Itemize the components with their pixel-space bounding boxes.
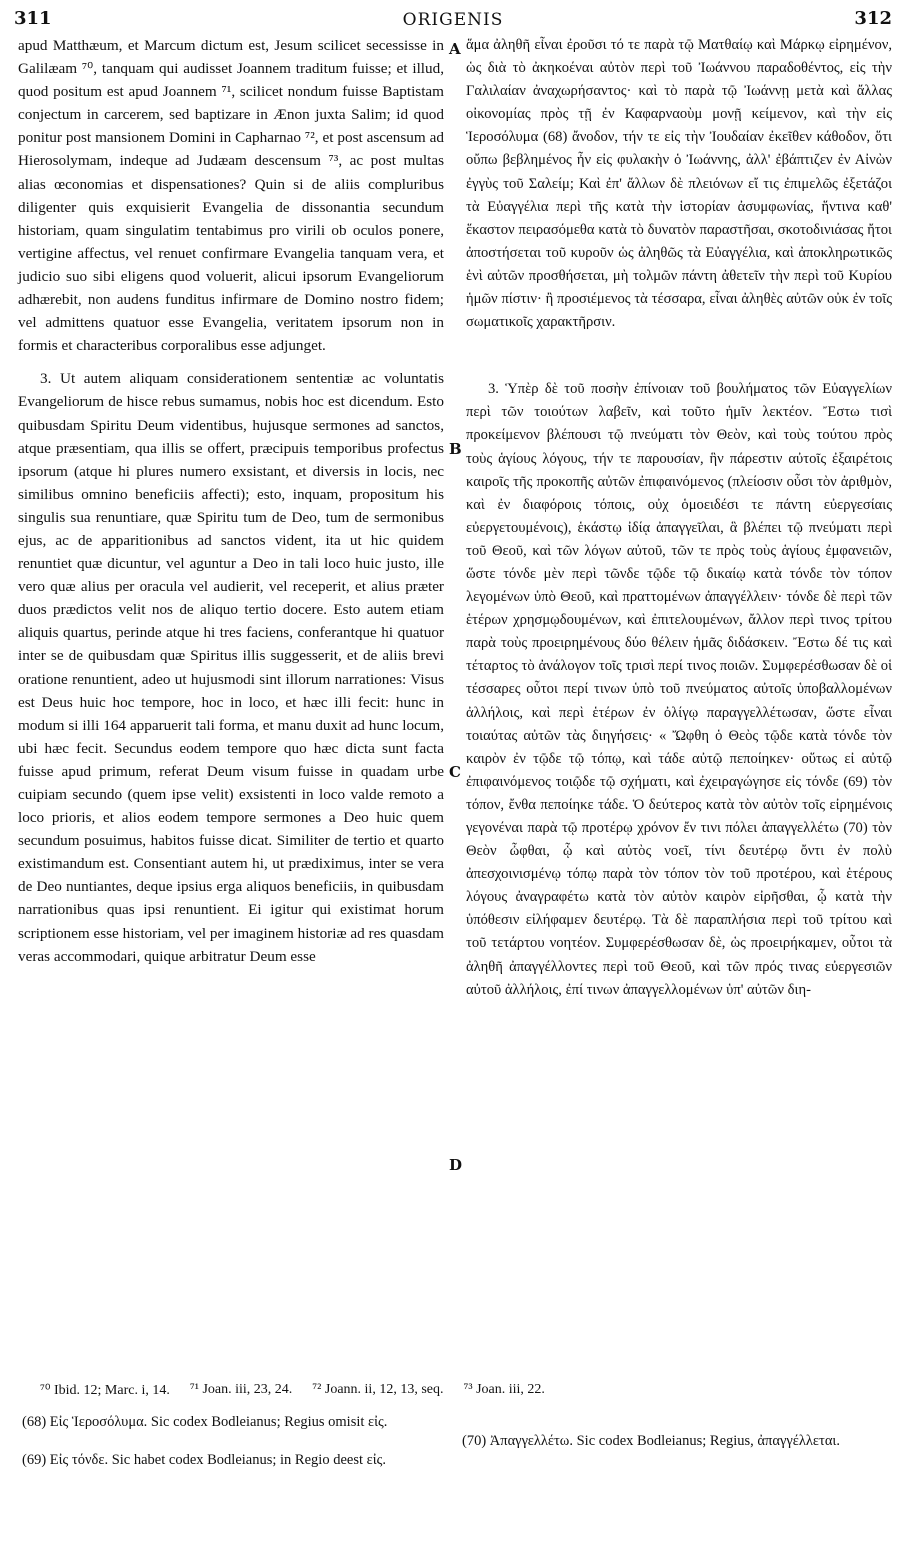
footnote-ref-72: ⁷² Joann. ii, 12, 13, seq. [312,1382,444,1397]
footnotes [22,1382,888,1468]
footnote-ref-71: ⁷¹ Joan. iii, 23, 24. [189,1382,293,1397]
footnote-ref-73: ⁷³ Joan. iii, 22. [463,1382,545,1397]
footnote-ref-70: ⁷⁰ Ibid. 12; Marc. i, 14. [40,1383,170,1398]
margin-marker-d: D [449,1156,463,1174]
page-number-left: 311 [14,8,52,29]
latin-paragraph-2: 3. Ut autem aliquam considerationem sententiæ ac voluntatis Evangeliorum de hisce rebus sumamus, nobis hoc est dicendum. Esto quibusdam Spiritu Deum videntibus, hujusque sermones ad sanctos, atque præsentiam, qua illis se offert, præcipuis temporibus profectus ipsorum (atque hi plures numero exsistant, et diversis in locis, nec similibus omnino beneficiis affecti); esto, inquam, propositum his singulis sua renuntiare, quæ Spiritu tum de Deo, tum de sermonibus ejus, ac de apparitionibus ad sanctos vident, ita ut hic quidem renuntiet quæ dicuntur, vel aguntur a Deo in tali loco huic justo, ille vero quæ alius per oracula vel audierit, vel receperit, et alius præter duos prædictos velit nos de aliquo tertio docere. Esto autem etiam aliquis quartus, perinde atque hi tres faciens, conferantque hi quatuor inter se de quibusdam quæ Spiritus illis suggesserit, et de aliis brevi oratione renuntient, adeo ut hujusmodi sint illorum narrationes: Visus est Deus huic hoc tempore, hoc in loco, et hæc illi fecit: hunc in modum si illi 164 apparuerit tali forma, et manu duxit ad hunc locum, ubi hæc fecit. Secundus eodem tempore quo hæc dicta sunt facta fuisse apud primum, referat Deum visum fuisse in quadam urbe cuipiam secundo (quem ipse velit) exsistenti in loco valde remoto a loco prioris, et alios eodem tempore sermones a Deo huic quem secundum posuimus, habitos fuisse dicat. Similiter de tertio et quarto existimandum est. Consentiant autem hi, ut prædiximus, inter se vera de Deo nuntiantes, deque ipsius erga aliquos beneficiis, in quibusdam narrationibus quas ipsi renuntient. Ei igitur qui existimat horum scriptionem esse historiam, vel per imaginem historiæ ad res quasdam veras accommodari, quique arbitratur Deum esse [18,370,444,965]
margin-marker-c: C [449,763,461,781]
greek-column [466,34,892,1002]
margin-marker-a: A [449,40,461,58]
greek-paragraph-1: ἅμα ἀληθῆ εἶναι ἐροῦσι τό τε παρὰ τῷ Ματθαίῳ καὶ Μάρκῳ εἰρημένον, ὡς διὰ τὸ ἀκηκοέναι αὐτὸν περὶ τοῦ Ἰωάννου παραδοθέντος, εἰς τὴν Γαλιλαίαν ἀναχωρήσαντος· καὶ τὸ παρὰ τῷ Ἰωάννῃ μετὰ καὶ ἄλλας οἰκονομίας πρὸς τῇ ἐν Καφαρναοὺμ μονῇ κείμενον, καὶ τὴν εἰς Ἱεροσόλυμα (68) ἄνοδον, τήν τε εἰς τὴν Ἰουδαίαν ἐκεῖθεν κάθοδον, ὅτι οὔπω βεβλημένος ἦν εἰς φυλακὴν ὁ Ἰωάννης, ἀλλ' ἐβάπτιζεν ἐν Αἰνὼν ἐγγὺς τοῦ Σαλείμ; Καὶ ἐπ' ἄλλων δὲ πλειόνων εἴ τις ἐπιμελῶς ἐξετάζοι τὰ Εὐαγγέλια περὶ τῆς κατὰ τὴν ἱστορίαν ἀσυμφωνίας, ἥντινα καθ' ἕκαστον πειρασόμεθα κατὰ τὸ δυνατὸν παραστῆσαι, σκοτοδινιάσας ἤτοι ἀποστήσεται τοῦ κυροῦν ὡς ἀληθῶς τὰ Εὐαγγέλια, καὶ ἀποκληρωτικῶς ἑνὶ αὐτῶν προσθήσεται, μὴ τολμῶν πάντη ἀθετεῖν τὴν περὶ τοῦ Κυρίου ἡμῶν πίστιν· ἢ προσιέμενος τὰ τέσσαρα, εἶναι ἀληθὲς αὐτῶν οὐκ ἐν τοῖς σωματικοῖς χαρακτῆρσιν. [466,37,892,331]
running-title: ORIGENIS [402,10,504,30]
latin-column [18,34,444,968]
margin-marker-b: B [449,440,462,458]
scripture-references [40,1382,888,1399]
page-number-right: 312 [854,8,892,29]
note-69: (69) Εἰς τόνδε. Sic habet codex Bodleianus; in Regio deest εἰς. [22,1452,386,1468]
note-68: (68) Εἰς Ἱεροσόλυμα. Sic codex Bodleianus; Regius omisit εἰς. [22,1414,388,1430]
greek-paragraph-2: 3. Ὑπὲρ δὲ τοῦ ποσὴν ἐπίνοιαν τοῦ βουλήματος τῶν Εὐαγγελίων περὶ τῶν τοιούτων λαβεῖν, καὶ τοῦτο ἡμῖν λεκτέον. Ἔστω τισὶ προκείμενον βλέπουσι τῷ πνεύματι τὸν Θεὸν, καὶ τοὺς τούτου πρὸς τοὺς ἁγίους λόγους, τήν τε παρουσίαν, ἣν πάρεστιν αὐτοῖς ἐξαιρέτοις καιροῖς τῆς προκοπῆς αὐτῶν ἐπιφαινόμενος (πλείοσιν οὖσι τὸν ἀριθμὸν, καὶ ἐν διαφόροις τόποις, οὐχ ὁμοειδέσι τε πάντη εὐεργεσίαις εὐεργετουμένοις), ἑκάστῳ ἰδίᾳ ἀπαγγεῖλαι, ἃ βλέπει τῷ πνεύματι περὶ τοῦ Θεοῦ, καὶ τῶν λόγων αὐτοῦ, τῶν τε πρὸς τοὺς ἁγίους ἐμφανειῶν, ὥστε τόνδε μὲν περὶ τῶνδε τῷδε τῷ δικαίῳ κατὰ τόνδε τὸν τόπον λεγομένων ὑπὸ Θεοῦ, καὶ πραττομένων ἀπαγγέλλειν· τόνδε δὲ περὶ τῶν ἑτέρων χρησμῳδουμένων, καὶ ἐπιτελουμένων, ἄλλον περὶ τινος τρίτου παρὰ τοὺς προειρημένους δύο θέλειν ἡμᾶς διδάσκειν. Ἔστω δέ τις καὶ τέταρτος τὸ ἀνάλογον τοῖς τρισὶ περί τινος ποιῶν. Συμφερέσθωσαν δὲ οἱ τέσσαρες οὗτοι περί τινων ὑπὸ τοῦ πνεύματος αὐτοῖς ὑποβαλλομένων ἀλλήλοις, καὶ περὶ ἑτέρων ἐν ὀλίγῳ παραγγελλέτωσαν, ὥστε εἶναι τοιαύτας αὐτῶν τὰς διηγήσεις· « Ὤφθη ὁ Θεὸς τῷδε κατὰ τόνδε τὸν καιρὸν ἐν τῷδε τῷ τόπῳ, καὶ τάδε αὐτῷ πεποίηκεν· οὕτως εἰ αὐτῷ ἐπιφαινόμενος τοιῷδε τῷ σχήματι, καὶ ἐχειραγώγησε εἰς τόνδε (69) τὸν τόπον, ἔνθα πεποίηκε τάδε. Ὁ δεύτερος κατὰ τὸν αὐτὸν τοῖς εἰρημένοις γεγονέναι παρὰ τῷ προτέρῳ χρόνον ἔν τινι πόλει ἀπαγγελλέτω (70) τὸν Θεὸν ὦφθαι, ᾧ καὶ αὐτὸς νοεῖ, τίνι δευτέρῳ ὄντι ἐν πολὺ ἀπεσχοινισμένῳ τόπῳ παρὰ τὸν τόπον τὸν τοῦ προτέρου, καὶ ἑτέρους λόγους ἀναγραφέτω κατὰ τὸν αὐτὸν καιρὸν εἰρῆσθαι, ᾧ κατὰ τὴν ὑπόθεσιν εἰλήφαμεν δευτέρῳ. Τὰ δὲ παραπλήσια περὶ τοῦ τρίτου καὶ τοῦ τετάρτου νοητέον. Συμφερέσθωσαν δὲ, ὡς προειρήκαμεν, οὗτοι τὰ ἀληθῆ ἀπαγγέλλοντες περὶ τοῦ Θεοῦ, καὶ τῶν πρός τινας εὐεργεσιῶν αὐτοῦ ἀλλήλοις, ἐπί τινων ἀπαγγελλομένων ὑπ' αὐτῶν διη- [466,381,892,998]
note-70: (70) Ἀπαγγελλέτω. Sic codex Bodleianus; Regius, ἀπαγγέλλεται. [462,1433,840,1449]
latin-paragraph-1: apud Matthæum, et Marcum dictum est, Jesum scilicet secessisse in Galilæam ⁷⁰, tanquam qui audisset Joannem traditum fuisse; et illud, quod positum est apud Joannem ⁷¹, scilicet nondum fuisse Baptistam conjectum in carcerem, sed baptizare in Ænon juxta Salim; id quod ponitur post mansionem Domini in Capharnao ⁷², et post ascensum ad Hierosolymam, indeque ad Judæam descensum ⁷³, ac post multas alias œconomias et dispensationes? Quin si de aliis compluribus diligenter quis exquisierit Evangelia de dissonantia secundum historiam, quam singulatim tentabimus pro virili ob oculos ponere, vertigine affectus, vel renuet confirmare Evangelia tanquam vera, et judicio suo sibi eligens quod voluerit, alicui ipsorum Evangeliorum adhærebit, non audens funditus infirmare de Domino nostro fidem; vel admittens quatuor esse Evangelia, veritatem ipsorum non in formis et characteribus corporalibus esse adjunget. [18,37,444,355]
